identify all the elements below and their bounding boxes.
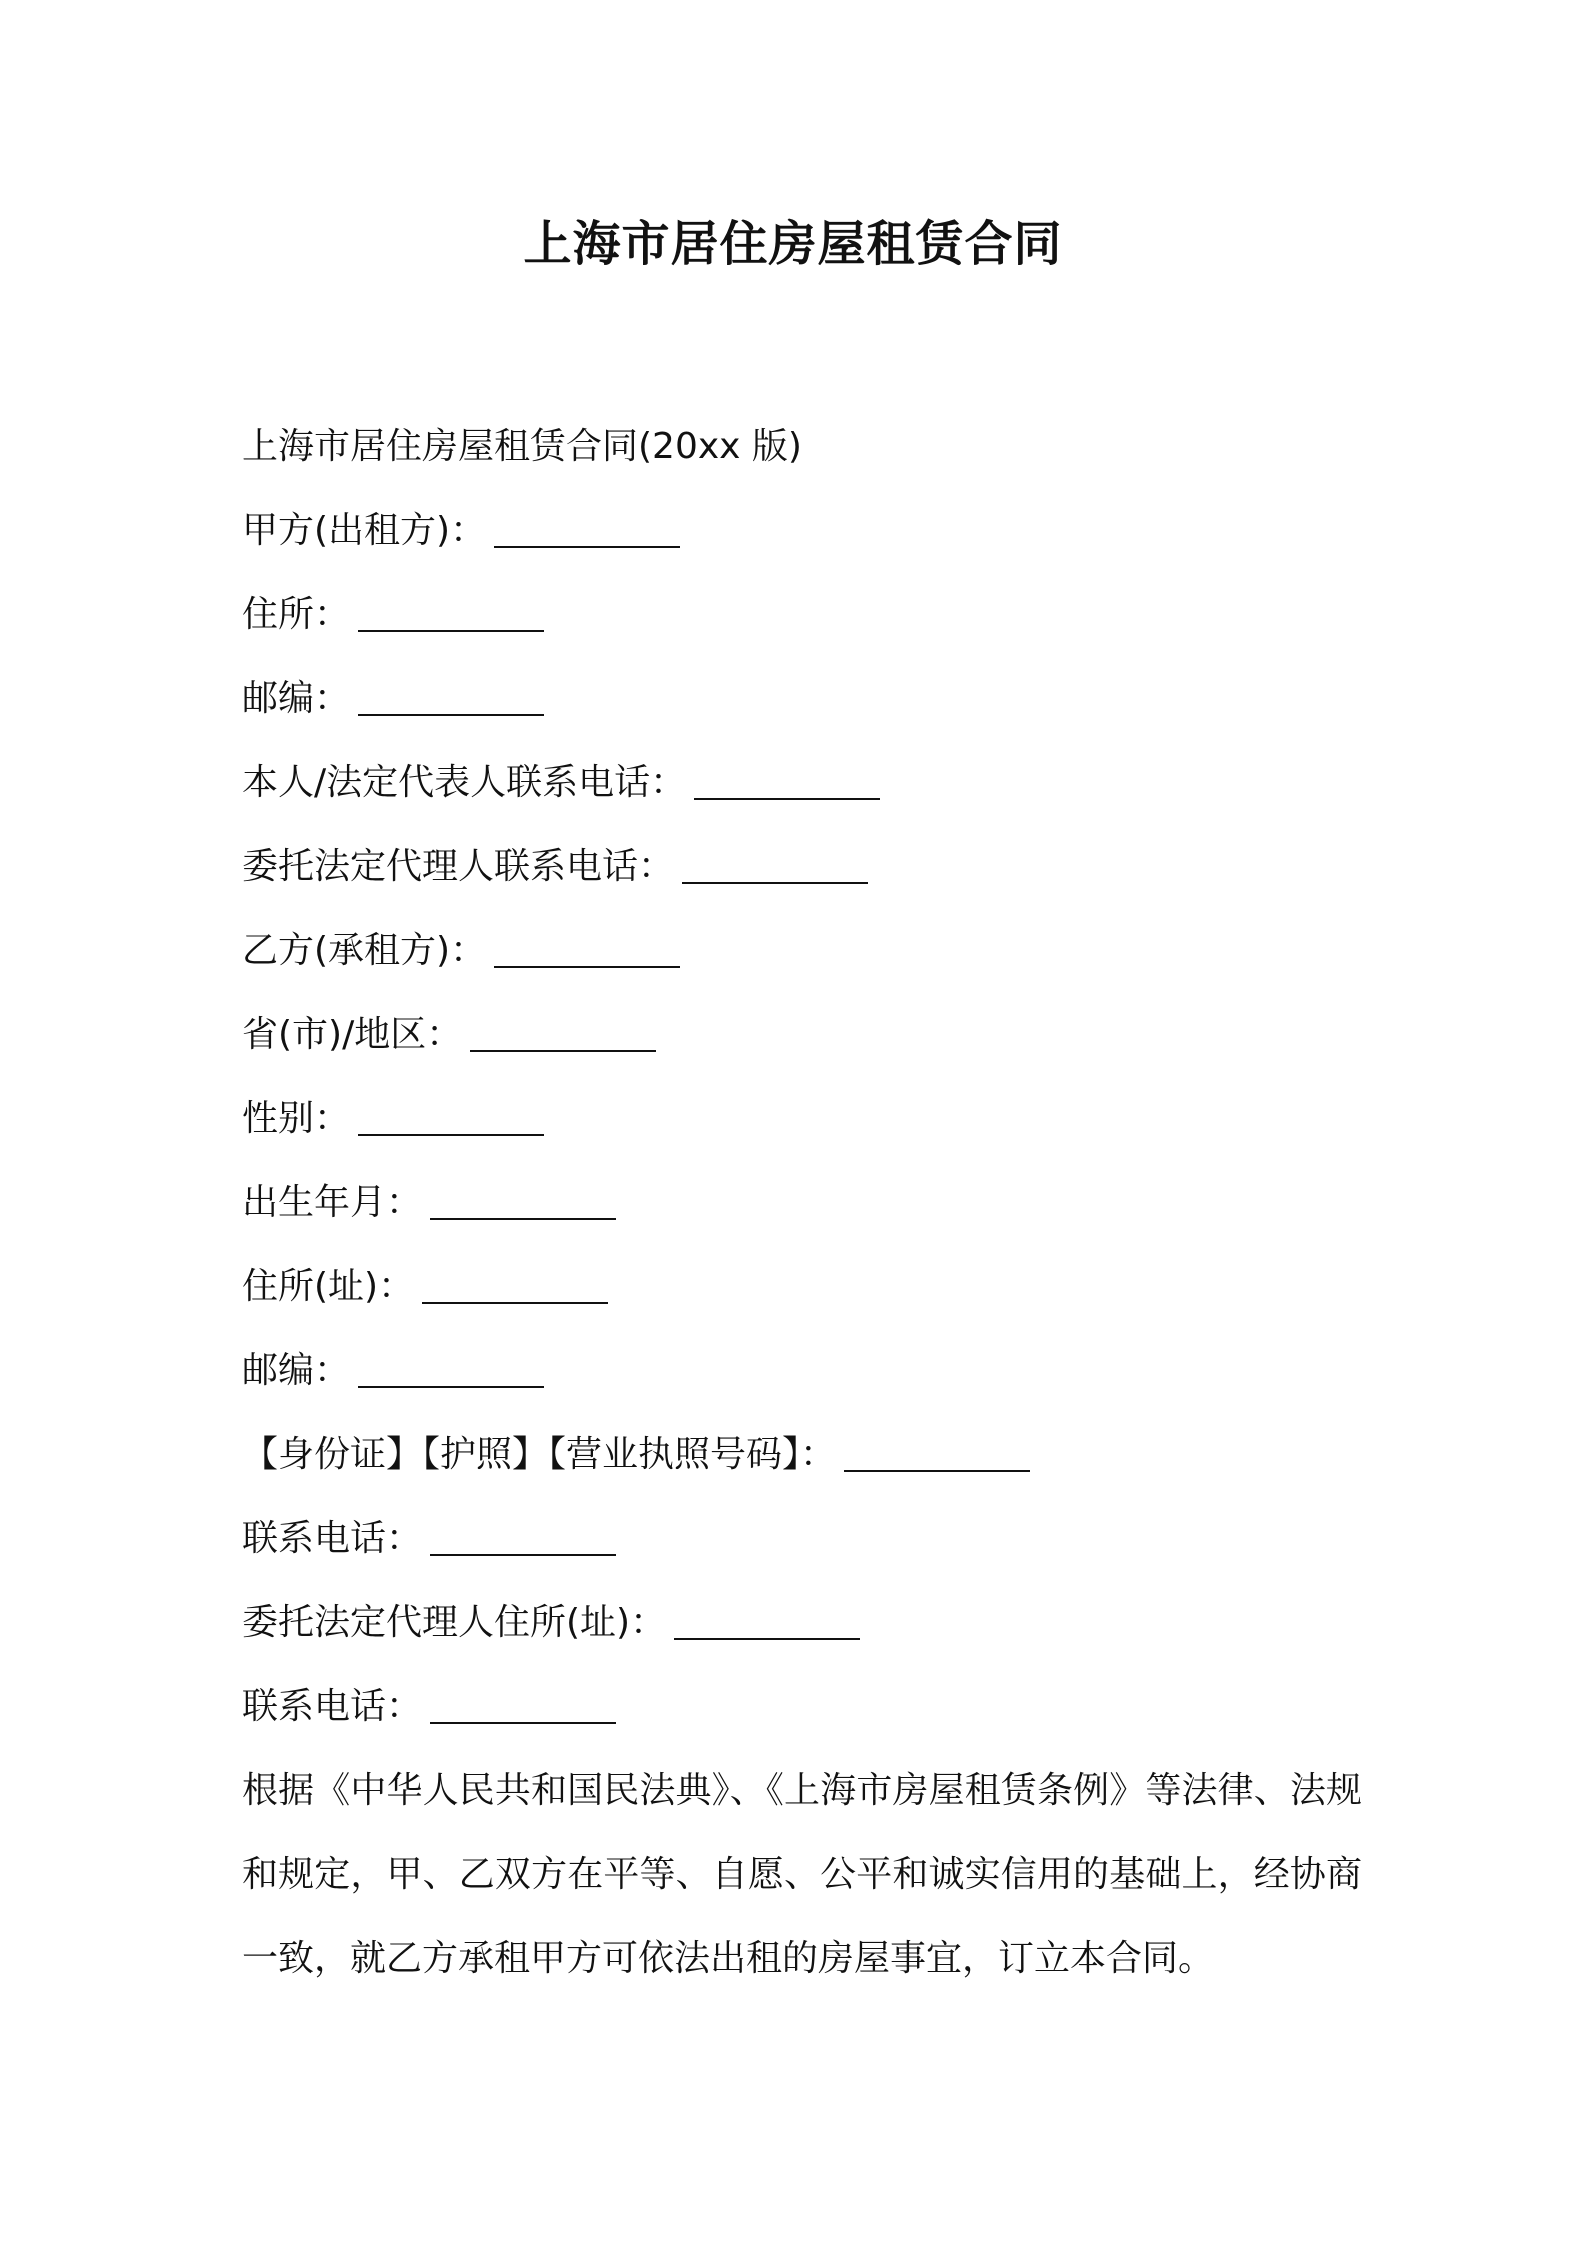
field-lessee-gender [242, 1077, 1362, 1161]
field-label: 委托法定代理人联系电话： [242, 846, 675, 887]
field-label: 乙方(承租方)： [242, 930, 487, 971]
field-lessee-agent-phone [242, 1665, 1362, 1749]
field-label: 邮编： [242, 678, 351, 719]
field-lessee-address [242, 1245, 1362, 1329]
field-lessor-address [242, 573, 1362, 657]
field-lessee-birth [242, 1161, 1362, 1245]
document-body [242, 405, 1362, 2001]
fill-blank [470, 1014, 656, 1052]
fill-blank [430, 1686, 616, 1724]
fill-blank [358, 678, 544, 716]
fill-blank [694, 762, 880, 800]
field-lessor-postcode [242, 657, 1362, 741]
field-label: 住所： [242, 594, 351, 635]
fill-blank [494, 930, 680, 968]
field-label: 委托法定代理人住所(址)： [242, 1602, 667, 1643]
field-lessee-postcode [242, 1329, 1362, 1413]
document-subtitle: 上海市居住房屋租赁合同(20xx 版) [242, 426, 802, 467]
field-label: 省(市)/地区： [242, 1014, 463, 1055]
field-label: 甲方(出租方)： [242, 510, 487, 551]
field-lessee-province [242, 993, 1362, 1077]
preamble-paragraph: 根据《中华人民共和国民法典》、《上海市房屋租赁条例》等法律、法规和规定，甲、乙双方在平等、自愿、公平和诚实信用的基础上，经协商一致，就乙方承租甲方可依法出租的房屋事宜，订立本合同。 [242, 1770, 1362, 1979]
fill-blank [494, 510, 680, 548]
fill-blank [682, 846, 868, 884]
fill-blank [430, 1518, 616, 1556]
field-label: 本人/法定代表人联系电话： [242, 762, 687, 803]
field-lessee-agent-address [242, 1581, 1362, 1665]
field-lessee-phone [242, 1497, 1362, 1581]
document-title: 上海市居住房屋租赁合同 [523, 216, 1063, 272]
fill-blank [674, 1602, 860, 1640]
fill-blank [358, 594, 544, 632]
field-label: 出生年月： [242, 1182, 423, 1223]
field-label: 联系电话： [242, 1518, 423, 1559]
field-lessor [242, 489, 1362, 573]
field-lessee-id [242, 1413, 1362, 1497]
fill-blank [430, 1182, 616, 1220]
field-label: 性别： [242, 1098, 351, 1139]
field-label: 【身份证】【护照】【营业执照号码】： [242, 1434, 837, 1475]
fill-blank [422, 1266, 608, 1304]
fill-blank [358, 1098, 544, 1136]
fill-blank [358, 1350, 544, 1388]
field-lessor-agent-phone [242, 825, 1362, 909]
field-lessee [242, 909, 1362, 993]
field-label: 邮编： [242, 1350, 351, 1391]
field-label: 住所(址)： [242, 1266, 415, 1307]
field-label: 联系电话： [242, 1686, 423, 1727]
fill-blank [844, 1434, 1030, 1472]
field-lessor-phone [242, 741, 1362, 825]
